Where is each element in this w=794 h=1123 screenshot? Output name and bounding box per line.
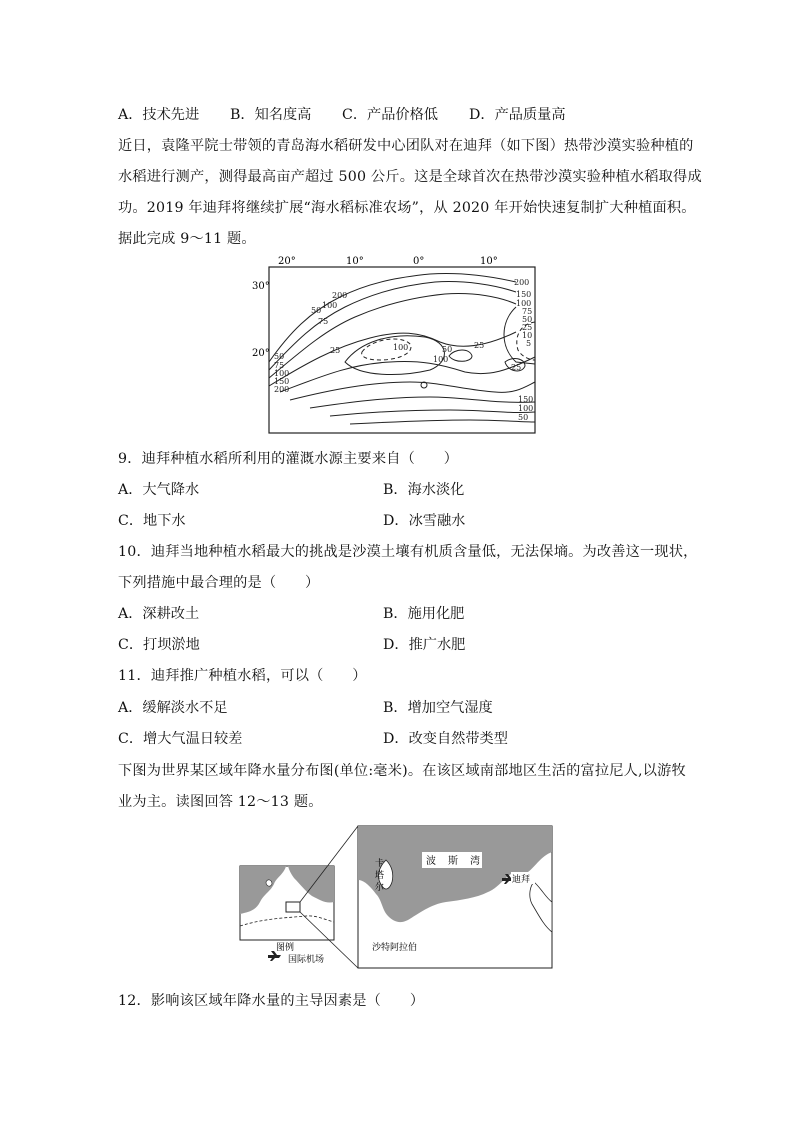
question-9-stem: 9．迪拜种植水稻所利用的灌溉水源主要来自（ ）	[118, 451, 459, 467]
contour-label: 10	[522, 331, 533, 340]
intro-line-1: 近日，袁隆平院士带领的青岛海水稻研发中心团队对在迪拜（如下图）热带沙漠实验种植的	[118, 138, 694, 154]
gulf-label-char-3: 湾	[470, 856, 480, 867]
option-b: B．增加空气湿度	[383, 700, 493, 716]
option-c: C．打坝淤地	[118, 637, 200, 653]
contour-label: 100	[393, 343, 409, 352]
lon-label: 10°	[480, 256, 498, 267]
intro2-line-2: 业为主。读图回答 12～13 题。	[118, 794, 323, 810]
option-a: A．深耕改土	[118, 606, 200, 622]
option-a: A．缓解淡水不足	[118, 700, 228, 716]
option-a: A．技术先进	[118, 107, 200, 123]
contour-label: 25	[511, 363, 522, 372]
contour-label: 50	[518, 413, 529, 422]
contour-label: 50	[442, 345, 453, 354]
lon-label: 20°	[278, 256, 296, 267]
contour-label: 5	[526, 339, 532, 348]
contour-label: 50	[274, 352, 285, 361]
contour-label: 25	[330, 346, 341, 355]
question-12-stem: 12．影响该区域年降水量的主导因素是（ ）	[118, 993, 425, 1009]
contour-label: 200	[514, 278, 530, 287]
contour-label: 75	[522, 307, 533, 316]
intro-line-2: 水稻进行测产，测得最高亩产超过 500 公斤。这是全球首次在热带沙漠实验种植水稻取得成	[118, 169, 702, 185]
option-c: C．地下水	[118, 513, 186, 529]
legend-title: 图例	[276, 943, 295, 953]
contour-label: 100	[322, 301, 338, 310]
intro2-line-1: 下图为世界某区域年降水量分布图(单位:毫米)。在该区域南部地区生活的富拉尼人,以游牧	[118, 763, 686, 779]
gulf-label-char-1: 波	[426, 856, 436, 867]
contour-label: 100	[516, 299, 532, 308]
option-c: C．增大气温日较差	[118, 731, 243, 747]
option-b: B．施用化肥	[383, 606, 465, 622]
contour-label: 25	[522, 323, 533, 332]
qatar-label-char-3: 尔	[375, 883, 385, 893]
lat-label: 30°	[252, 281, 270, 292]
precipitation-contour-map	[250, 252, 540, 436]
intro-line-3: 功。2019 年迪拜将继续扩展“海水稻标准农场”，从 2020 年开始快速复制扩大种植面积。	[118, 200, 696, 216]
option-b: B．海水淡化	[383, 482, 465, 498]
contour-label: 50	[522, 315, 533, 324]
contour-label: 50	[311, 306, 322, 315]
option-a: A．大气降水	[118, 482, 200, 498]
contour-label: 25	[474, 341, 485, 350]
question-10-stem-line-2: 下列措施中最合理的是（ ）	[118, 575, 320, 591]
contour-label: 150	[518, 395, 534, 404]
lat-label: 20°	[252, 348, 270, 359]
option-d: D．改变自然带类型	[383, 731, 508, 747]
option-d: D．推广水肥	[383, 637, 466, 653]
contour-label: 75	[318, 317, 329, 326]
contour-label: 100	[433, 355, 449, 364]
dubai-label: 迪拜	[512, 875, 531, 885]
contour-label: 200	[332, 291, 348, 300]
contour-label: 150	[274, 377, 290, 386]
contour-label: 150	[516, 290, 532, 299]
option-b: B．知名度高	[230, 107, 312, 123]
option-d: D．产品质量高	[469, 107, 566, 123]
legend-airport-label: 国际机场	[288, 955, 325, 965]
gulf-label-char-2: 斯	[448, 856, 458, 867]
question-11-stem: 11．迪拜推广种植水稻，可以（ ）	[118, 668, 367, 684]
option-d: D．冰雪融水	[383, 513, 466, 529]
qatar-label-char-2: 塔	[375, 871, 385, 881]
contour-label: 200	[274, 385, 290, 394]
qatar-label-char-1: 卡	[375, 859, 385, 869]
contour-label: 100	[274, 369, 290, 378]
option-c: C．产品价格低	[342, 107, 438, 123]
question-10-stem-line-1: 10．迪拜当地种植水稻最大的挑战是沙漠土壤有机质含量低，无法保墒。为改善这一现状，	[118, 544, 698, 560]
lon-label: 0°	[413, 256, 425, 267]
contour-label: 75	[274, 361, 285, 370]
persian-gulf-locator-map	[236, 822, 556, 972]
intro-line-4: 据此完成 9～11 题。	[118, 231, 256, 247]
lon-label: 10°	[346, 256, 364, 267]
contour-label: 100	[518, 404, 534, 413]
saudi-arabia-label: 沙特阿拉伯	[372, 943, 418, 953]
